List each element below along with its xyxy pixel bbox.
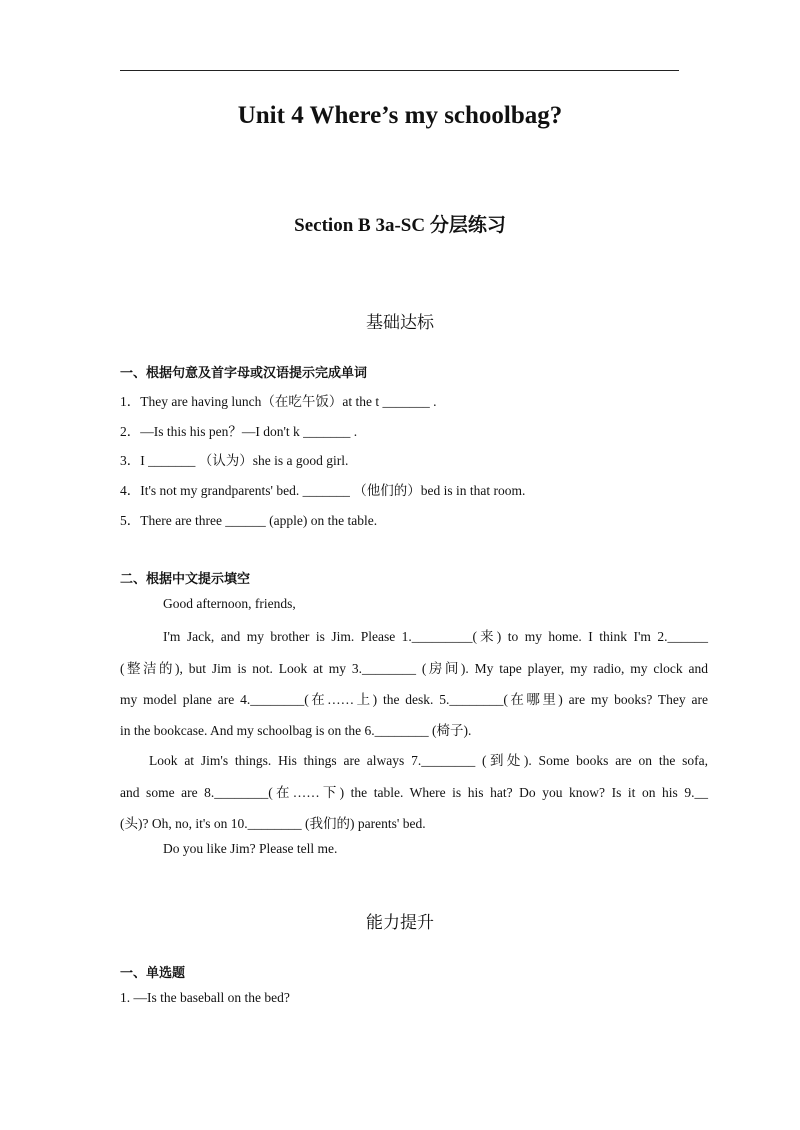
passage-line: Look at Jim's things. His things are always 7.________ (到处). Some books are on the sofa, [149,753,708,768]
exercise-item: 4．It's not my grandparents' bed. _______ （他们的）bed is in that room. [120,483,526,498]
passage-line: Good afternoon, friends, [163,596,296,611]
exercise-item: 1．They are having lunch（在吃午饭）at the t _______ . [120,394,437,409]
top-rule [120,70,679,71]
level-heading-advanced: 能力提升 [366,913,434,933]
exercise-item: 5．There are three ______ (apple) on the table. [120,513,378,528]
passage-line: and some are 8.________(在……下) the table. Where is his hat? Do you know? Is it on his 9.__ [120,785,708,800]
passage-line: (整洁的), but Jim is not. Look at my 3.________ (房间). My tape player, my radio, my clock and [120,661,708,676]
passage-line: in the bookcase. And my schoolbag is on the 6.________ (椅子). [120,723,472,738]
part3-heading: 一、单选题 [120,966,186,981]
level-heading-basic: 基础达标 [366,313,434,333]
exercise-item: 3．I _______ （认为）she is a good girl. [120,453,349,468]
passage-line: Do you like Jim? Please tell me. [163,841,338,856]
passage-line: my model plane are 4.________(在……上) the desk. 5.________(在哪里) are my books? They are [120,692,708,707]
part2-heading: 二、根据中文提示填空 [120,572,251,587]
exercise-item: 1. —Is the baseball on the bed? [120,990,290,1005]
passage-line: I'm Jack, and my brother is Jim. Please 1._________(来) to my home. I think I'm 2.______ [163,629,708,644]
exercise-item: 2．—Is this his pen？—I don't k _______ . [120,424,358,439]
section-subtitle: Section B 3a-SC 分层练习 [294,215,506,236]
page-title: Unit 4 Where’s my schoolbag? [237,102,563,129]
part1-heading: 一、根据句意及首字母或汉语提示完成单词 [120,366,368,381]
passage-line: (头)? Oh, no, it's on 10.________ (我们的) parents' bed. [120,816,426,831]
